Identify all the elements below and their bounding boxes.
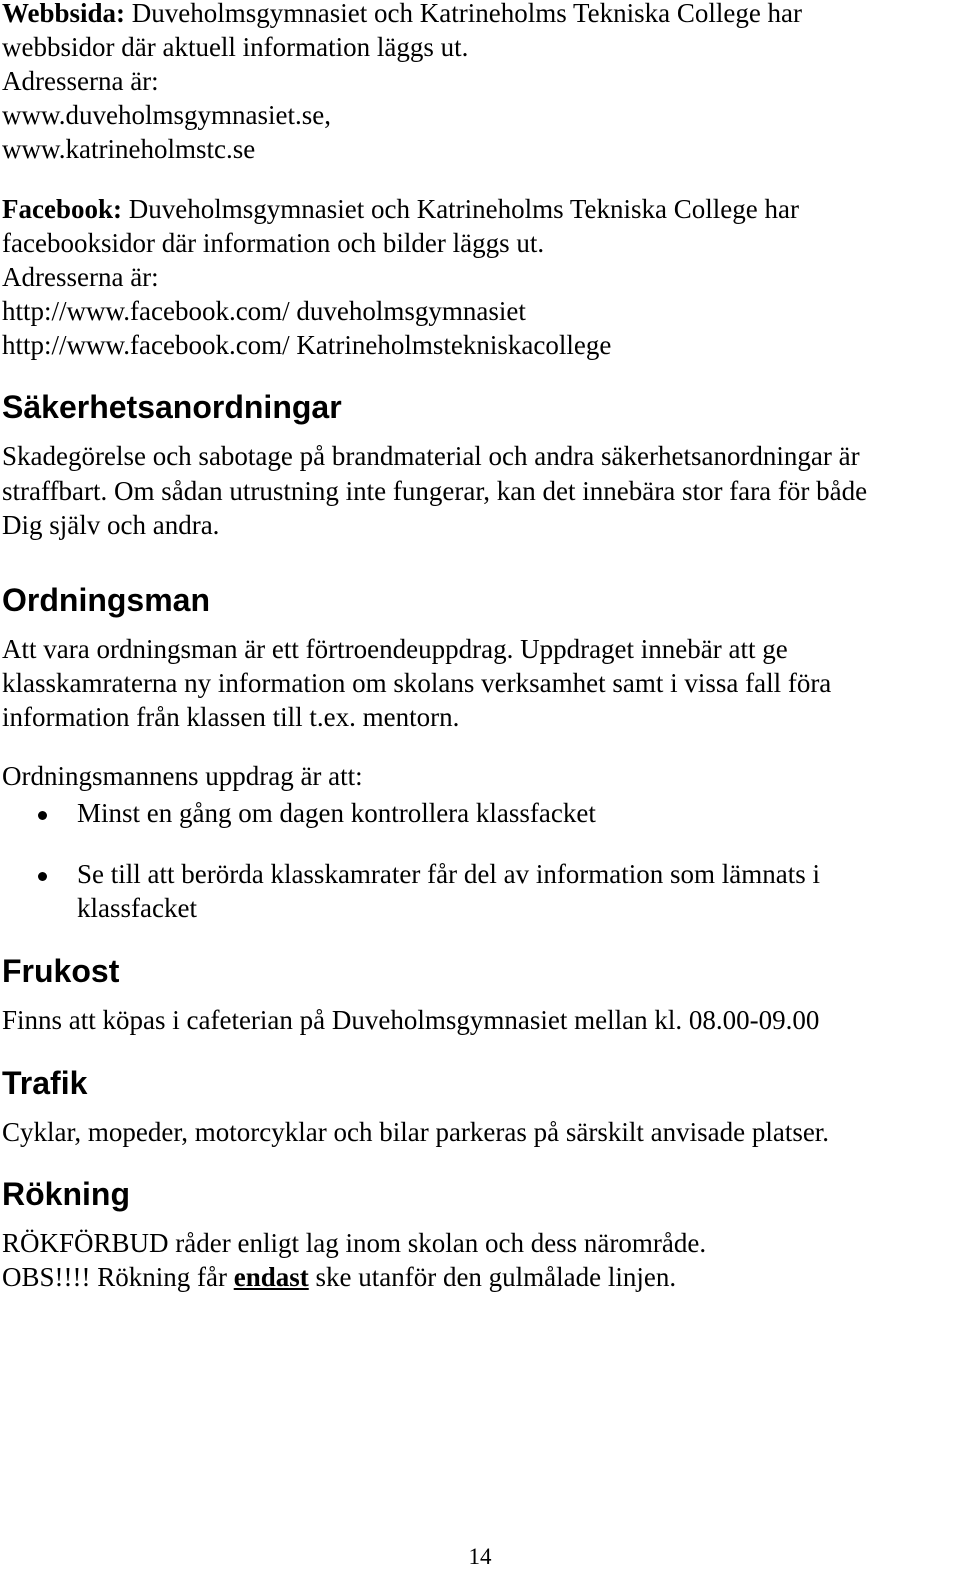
webbsida-address-1: www.duveholmsgymnasiet.se, bbox=[2, 100, 331, 130]
rokning-heading: Rökning bbox=[2, 1176, 130, 1212]
bullet-dot-2 bbox=[38, 872, 47, 881]
facebook-address-1: http://www.facebook.com/ duveholmsgymnasiet bbox=[2, 296, 526, 326]
sakerhet-paragraph-line-1: Skadegörelse och sabotage på brandmaterial och andra säkerhetsanordningar är bbox=[2, 441, 860, 471]
webbsida-text: Duveholmsgymnasiet och Katrineholms Tekniska College har bbox=[125, 0, 803, 28]
rokning-paragraph-line-1: RÖKFÖRBUD råder enligt lag inom skolan och dess närområde. bbox=[2, 1228, 707, 1258]
ordningsman-heading: Ordningsman bbox=[2, 582, 211, 618]
facebook-address-2: http://www.facebook.com/ Katrineholmstekniskacollege bbox=[2, 330, 612, 360]
ordningsman-paragraph-line-3: information från klassen till t.ex. mentorn. bbox=[2, 702, 460, 732]
trafik-heading: Trafik bbox=[2, 1065, 88, 1101]
webbsida-paragraph-line-2: webbsidor där aktuell information läggs ut. bbox=[2, 32, 469, 62]
page-number: 14 bbox=[468, 1544, 492, 1569]
rokning-emphasis: endast bbox=[233, 1262, 309, 1292]
facebook-paragraph-line-1 bbox=[2, 192, 799, 226]
ordningsman-list-intro: Ordningsmannens uppdrag är att: bbox=[2, 761, 363, 791]
ordningsman-paragraph-line-2: klasskamraterna ny information om skolans verksamhet samt i vissa fall föra bbox=[2, 668, 832, 698]
facebook-label: Facebook: bbox=[2, 194, 122, 224]
bullet-item-2-line-1: Se till att berörda klasskamrater får del av information som lämnats i bbox=[77, 859, 821, 889]
webbsida-address-2: www.katrineholmstc.se bbox=[2, 134, 256, 164]
bullet-item-1: Minst en gång om dagen kontrollera klassfacket bbox=[77, 798, 596, 828]
bullet-item-2-line-2: klassfacket bbox=[77, 893, 197, 923]
sakerhet-heading: Säkerhetsanordningar bbox=[2, 389, 342, 425]
bullet-dot-1 bbox=[38, 811, 47, 820]
trafik-paragraph: Cyklar, mopeder, motorcyklar och bilar parkeras på särskilt anvisade platser. bbox=[2, 1117, 830, 1147]
facebook-paragraph-line-2: facebooksidor där information och bilder läggs ut. bbox=[2, 228, 545, 258]
frukost-paragraph: Finns att köpas i cafeterian på Duveholmsgymnasiet mellan kl. 08.00-09.00 bbox=[2, 1005, 820, 1035]
webbsida-paragraph-line-1 bbox=[2, 0, 802, 30]
webbsida-label: Webbsida: bbox=[2, 0, 126, 28]
frukost-heading: Frukost bbox=[2, 953, 120, 989]
webbsida-addresses-label: Adresserna är: bbox=[2, 66, 159, 96]
sakerhet-paragraph-line-2: straffbart. Om sådan utrustning inte fungerar, kan det innebära stor fara för både bbox=[2, 476, 868, 506]
rokning-text-after: ske utanför den gulmålade linjen. bbox=[308, 1262, 677, 1292]
rokning-text-before: OBS!!!! Rökning får bbox=[2, 1262, 234, 1292]
facebook-addresses-label: Adresserna är: bbox=[2, 262, 159, 292]
facebook-text: Duveholmsgymnasiet och Katrineholms Tekniska College har bbox=[121, 194, 799, 224]
ordningsman-paragraph-line-1: Att vara ordningsman är ett förtroendeuppdrag. Uppdraget innebär att ge bbox=[2, 634, 788, 664]
rokning-paragraph-line-2 bbox=[2, 1260, 676, 1294]
sakerhet-paragraph-line-3: Dig själv och andra. bbox=[2, 510, 220, 540]
